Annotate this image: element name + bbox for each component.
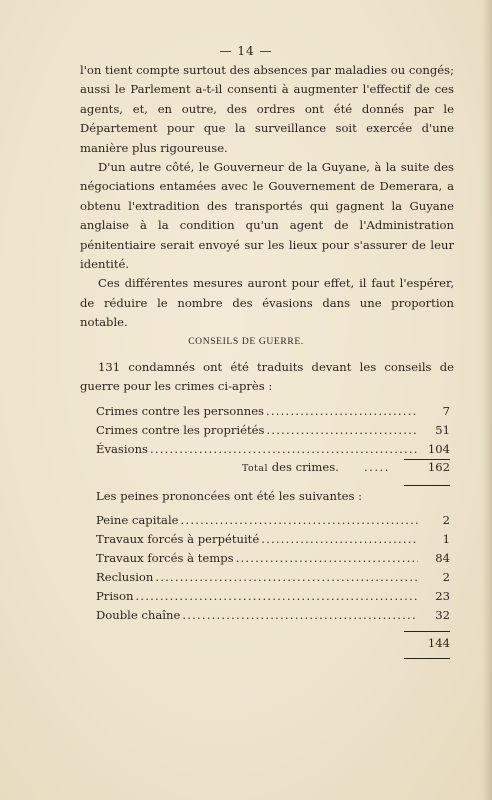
body-text-top <box>80 61 454 333</box>
leader-dots <box>261 532 418 546</box>
list-item <box>96 570 450 589</box>
paragraph-guyane: D'un autre côté, le Gouverneur de la Guyane, à la suite des négociations entamées avec le Gouvernement de Demerara, a obtenu l'extradition des transportés qui gagnent la Guyane anglaise à la condition qu'un agent de l'Administration pénitentiaire serait envoyé sur les lieux pour s'assurer de leur identité. <box>80 160 454 272</box>
crime-value: 7 <box>442 404 450 418</box>
section-heading: CONSEILS DE GUERRE. <box>188 336 304 347</box>
penalty-value: 23 <box>435 589 450 603</box>
penalties-intro-text: Les peines prononcées ont été les suivantes : <box>96 489 363 503</box>
crime-label: Évasions <box>96 442 148 456</box>
penalties-list <box>96 513 450 627</box>
page-number: — 14 — <box>219 44 273 58</box>
leader-dots <box>181 513 418 527</box>
crimes-intro <box>80 358 454 397</box>
list-item <box>96 442 450 461</box>
total-caps: Total <box>242 463 269 474</box>
penalty-label: Double chaîne <box>96 608 181 622</box>
penalties-intro <box>96 487 454 506</box>
crime-label: Crimes contre les propriétés <box>96 423 265 437</box>
page-gutter-shadow <box>482 0 492 800</box>
leader-dots <box>236 551 418 565</box>
sum-rule <box>404 631 450 632</box>
list-item <box>96 589 450 608</box>
penalty-label: Travaux forcés à perpétuité <box>96 532 260 546</box>
crimes-intro-text: 131 condamnés ont été traduits devant les conseils de guerre pour les crimes ci-après : <box>80 360 454 394</box>
crimes-total-label <box>242 460 339 474</box>
total-rest: des crimes. <box>268 460 339 474</box>
leader-dots <box>266 404 418 418</box>
list-item <box>96 551 450 570</box>
penalty-value: 2 <box>442 570 450 584</box>
penalty-value: 2 <box>442 513 450 527</box>
list-item <box>96 423 450 442</box>
crimes-list <box>96 404 450 461</box>
crime-value: 104 <box>427 442 450 456</box>
penalty-label: Peine capitale <box>96 513 179 527</box>
list-item <box>96 513 450 532</box>
leader-dots <box>155 570 418 584</box>
total-dots: ..... <box>364 460 390 474</box>
penalty-label: Prison <box>96 589 134 603</box>
crime-label: Crimes contre les personnes <box>96 404 265 418</box>
penalties-total-value: 144 <box>427 636 450 650</box>
total-underline <box>404 485 450 486</box>
leader-dots <box>135 589 418 603</box>
paragraph-mesures: Ces différentes mesures auront pour effet, il faut l'espérer, de réduire le nombre des évasions dans une proportion notable. <box>80 276 454 330</box>
list-item <box>96 608 450 627</box>
leader-dots <box>182 608 418 622</box>
list-item <box>96 404 450 423</box>
penalty-value: 84 <box>435 551 450 565</box>
crime-value: 51 <box>435 423 450 437</box>
paragraph-surveillance: l'on tient compte surtout des absences par maladies ou congés; aussi le Parlement a-t-il consenti à augmenter l'effectif de ces agents, et, en outre, des ordres ont été donnés par le Département pour que la surveillance soit exercée d'une manière plus rigoureuse. <box>80 63 455 155</box>
total-underline <box>404 658 450 659</box>
crimes-total-value: 162 <box>427 460 450 474</box>
list-item <box>96 532 450 551</box>
leader-dots <box>150 442 418 456</box>
penalty-value: 1 <box>442 532 450 546</box>
penalty-value: 32 <box>435 608 450 622</box>
penalty-label: Travaux forcés à temps <box>96 551 234 565</box>
penalty-label: Reclusion <box>96 570 154 584</box>
leader-dots <box>266 423 418 437</box>
